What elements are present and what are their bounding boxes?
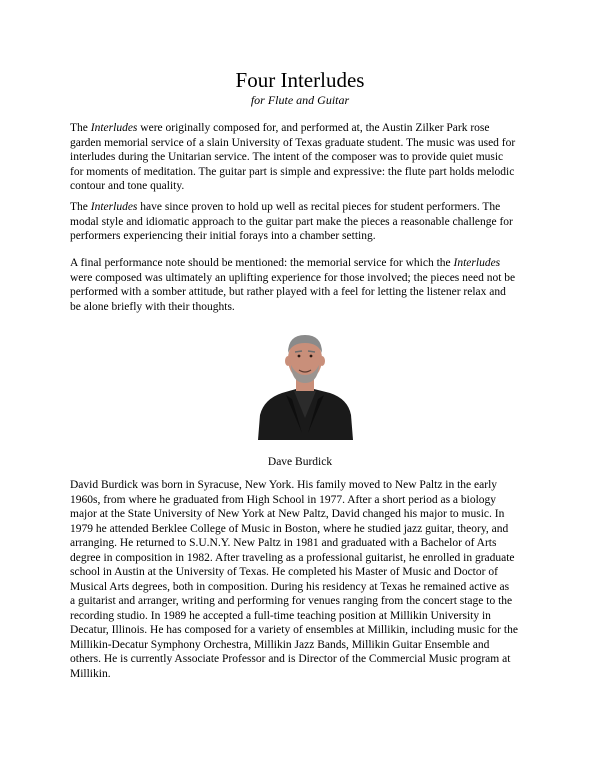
- bio-line: others. He is currently Associate Professor and is Director of the Commercial Music program at: [70, 653, 511, 665]
- bio-line: degree in composition in 1982. After traveling as a professional guitarist, he enrolled in graduate: [70, 551, 515, 564]
- bio-line: Millikin-Decatur Symphony Orchestra, Millikin Jazz Bands, Millikin Guitar Ensemble and: [70, 638, 490, 651]
- bio-line: arranging. He returned to S.U.N.Y. New Paltz in 1981 and graduated with a Bachelor of Arts: [70, 537, 497, 549]
- paragraph-text: The: [70, 201, 91, 213]
- paragraph-line: [70, 165, 540, 180]
- paragraph-text: for moments of meditation. The guitar part is simple and expressive: the flute part holds melodic: [70, 165, 515, 178]
- italic-title-text: Interludes: [90, 201, 138, 213]
- paragraph-text: have since proven to hold up well as recital pieces for student performers. The: [137, 201, 501, 213]
- page-subtitle: for Flute and Guitar: [250, 93, 350, 107]
- composer-portrait-image: [256, 323, 354, 440]
- paragraph-text: contour and tone quality.: [70, 180, 185, 192]
- paragraph-line: [70, 136, 540, 151]
- paragraph-line: [70, 300, 540, 315]
- paragraph-line: [70, 229, 540, 244]
- photo-caption: Dave Burdick: [267, 456, 333, 468]
- bio-line: 1979 he attended Berklee College of Music in Boston, where he studied jazz guitar, theory, and: [70, 522, 509, 535]
- bio-line: Decatur, Illinois. He has composed for a variety of ensembles at Millikin, including music for the: [70, 624, 518, 636]
- paragraph-text: were originally composed for, and performed at, the Austin Zilker Park rose: [137, 122, 490, 134]
- intro-paragraph-1: [70, 121, 540, 194]
- portrait-ear-right: [319, 356, 325, 366]
- paragraph-line: [70, 179, 540, 194]
- page-title: Four Interludes: [235, 68, 365, 92]
- paragraph-text: performed with a somber attitude, but rather played with a feel for letting the listener relax and: [70, 286, 506, 298]
- paragraph-line: [70, 200, 540, 215]
- bio-line: school in Austin at the University of Texas. He completed his Master of Music and Doctor of: [70, 566, 498, 578]
- bio-line: recording studio. In 1989 he accepted a full-time teaching position at Millikin University in: [70, 609, 491, 622]
- italic-title-text: Interludes: [90, 122, 138, 134]
- portrait-ear-left: [285, 356, 291, 366]
- paragraph-text: performers experiencing their initial forays into a chamber setting.: [70, 230, 376, 242]
- intro-paragraph-2: [70, 200, 540, 244]
- portrait-brow-left: [295, 351, 302, 352]
- composer-photo: [256, 323, 354, 440]
- paragraph-line: [70, 121, 540, 136]
- bio-line: Musical Arts degrees, both in composition. During his residency at Texas he remained active as: [70, 580, 510, 593]
- paragraph-line: [70, 256, 540, 271]
- bio-line: major at the State University of New York at New Paltz, David changed his major to music. In: [70, 508, 505, 520]
- paragraph-line: [70, 150, 540, 165]
- bio-line: David Burdick was born in Syracuse, New York. His family moved to New Paltz in the early: [70, 479, 498, 491]
- bio-line: a guitarist and arranger, writing and performing for venues ranging from the concert stage to the: [70, 595, 513, 607]
- paragraph-line: [70, 285, 540, 300]
- paragraph-text: were composed was ultimately an uplifting experience for those involved; the pieces need not be: [70, 271, 516, 284]
- paragraph-text: The: [70, 122, 91, 134]
- paragraph-text: A final performance note should be mentioned: the memorial service for which the: [70, 257, 454, 269]
- portrait-brow-right: [308, 351, 315, 352]
- paragraph-line: [70, 215, 540, 230]
- bio-line: 1960s, from where he graduated from High School in 1977. After a short period as a biology: [70, 493, 497, 506]
- italic-title-text: Interludes: [453, 257, 501, 269]
- paragraph-text: interludes during the Unitarian service. The intent of the composer was to provide quiet music: [70, 151, 504, 163]
- paragraph-text: be alone briefly with their thoughts.: [70, 300, 235, 313]
- paragraph-text: modal style and idiomatic approach to the guitar part make the pieces a reasonable challenge for: [70, 215, 513, 228]
- paragraph-line: [70, 271, 540, 286]
- intro-paragraph-3: [70, 256, 540, 314]
- bio-line: Millikin.: [70, 667, 111, 680]
- portrait-eye-right: [310, 355, 313, 358]
- bio-paragraph: [70, 478, 540, 681]
- portrait-eye-left: [298, 355, 301, 358]
- paragraph-text: garden memorial service of a slain University of Texas graduate student. The music was used for: [70, 136, 516, 149]
